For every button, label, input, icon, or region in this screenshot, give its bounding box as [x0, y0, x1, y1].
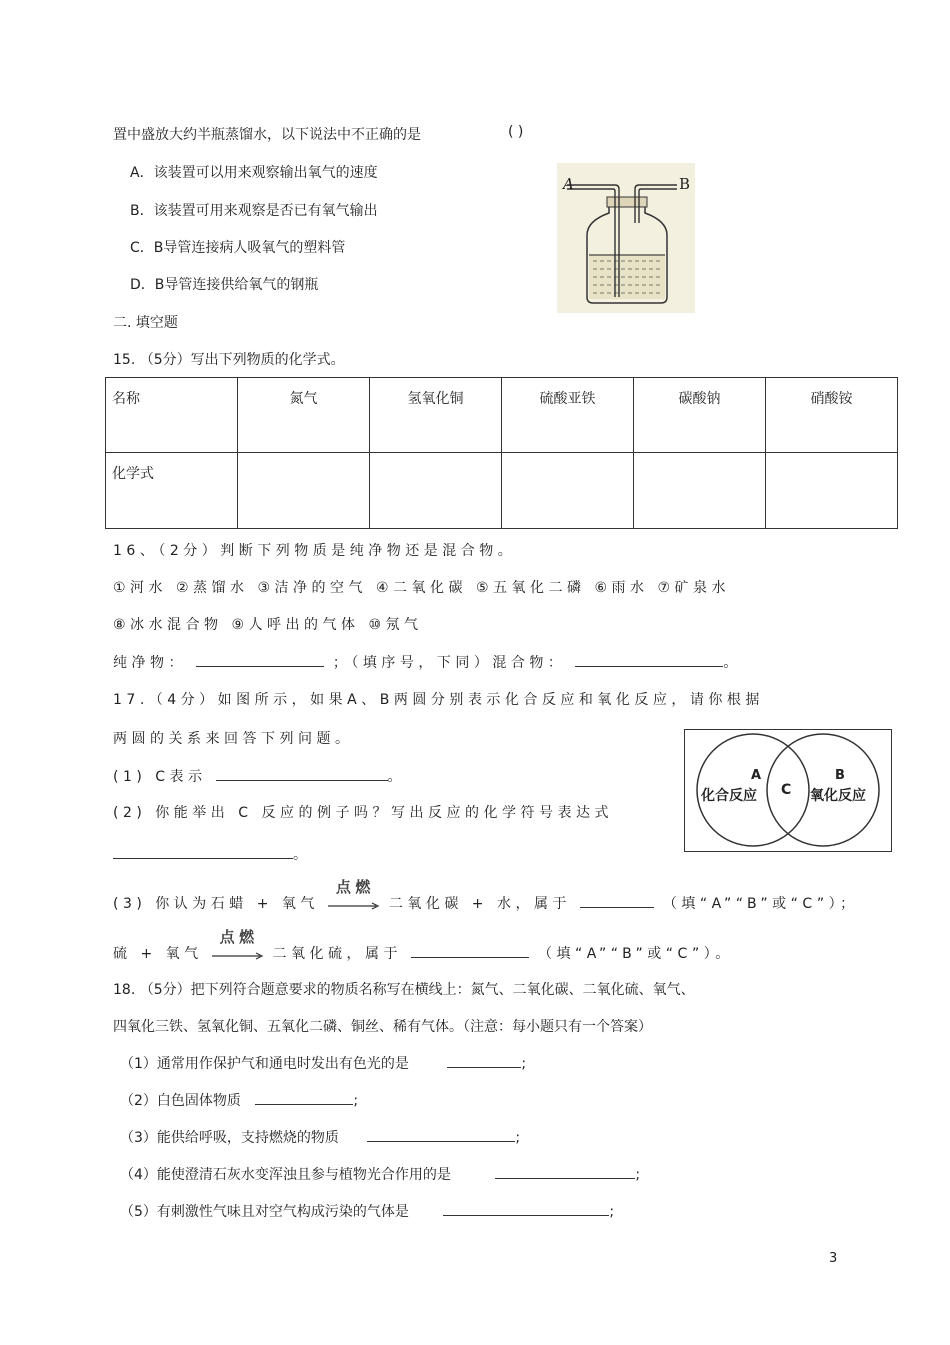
- q14-option-a: A．该装置可以用来观察输出氧气的速度: [130, 165, 378, 181]
- q17-sub3-part3: （填“A”“B”或“C”）；: [662, 896, 859, 912]
- q18-stem-line2: 四氧化三铁、氢氧化铜、五氧化二磷、铜丝、稀有气体。（注意：每小题只有一个答案）: [113, 1019, 652, 1035]
- arrow-condition: 点燃: [219, 928, 259, 946]
- q17-sub3-blank2[interactable]: [411, 943, 529, 958]
- q15-table: [105, 377, 898, 529]
- table-row: [106, 453, 898, 529]
- page-number: 3: [829, 1251, 838, 1266]
- q18-item-end: ;: [515, 1130, 521, 1146]
- table-cell: 硝酸铵: [766, 378, 898, 453]
- answer-cell[interactable]: [238, 453, 370, 529]
- q17-sub3-part2: 二氧化碳 + 水，属于: [388, 896, 571, 912]
- q16-pure-blank[interactable]: [196, 652, 324, 667]
- venn-c-label: C: [781, 782, 792, 798]
- table-cell: 氢氧化铜: [370, 378, 502, 453]
- q17-sub3-line1: [113, 878, 859, 913]
- q17-sub3-line2-part1: 硫 + 氧气: [113, 946, 203, 962]
- table-cell: 氮气: [238, 378, 370, 453]
- q18-item-text: （2）白色固体物质: [120, 1093, 241, 1109]
- q17-sub2-end: 。: [293, 847, 307, 863]
- section-title: 二. 填空题: [113, 315, 178, 331]
- venn-b-letter: B: [835, 768, 845, 783]
- q17-sub3-part1: (3) 你认为石蜡 + 氧气: [113, 896, 319, 912]
- q18-item-end: ;: [353, 1093, 359, 1109]
- q18-blank-1[interactable]: [447, 1053, 521, 1068]
- q17-sub1-blank[interactable]: [216, 766, 388, 781]
- q16-items-line2: ⑧冰水混合物 ⑨人呼出的气体 ⑩氖气: [113, 617, 423, 633]
- q18-item-end: ;: [521, 1056, 527, 1072]
- q16-pure-label: 纯净物：: [113, 655, 187, 671]
- q17-sub1-label: (1) C表示: [113, 769, 207, 785]
- q16-stem: 16、（2分）判断下列物质是纯净物还是混合物。: [113, 543, 517, 559]
- q17-sub2-blank[interactable]: [113, 844, 293, 859]
- q17-sub1: [113, 766, 406, 786]
- q18-blank-2[interactable]: [255, 1090, 353, 1105]
- table-cell: 名称: [106, 378, 238, 453]
- q18-blank-4[interactable]: [495, 1164, 635, 1179]
- answer-cell[interactable]: [370, 453, 502, 529]
- q14-stem: 置中盛放大约半瓶蒸馏水，以下说法中不正确的是: [113, 127, 421, 143]
- q16-mid-text: ；（填序号，下同）混合物：: [332, 655, 567, 671]
- q18-item-4: [120, 1164, 640, 1184]
- arrow-icon: [328, 902, 380, 910]
- venn-diagram: [684, 729, 892, 852]
- q18-blank-3[interactable]: [367, 1127, 515, 1142]
- q17-sub3-line2-part3: （填“A”“B”或“C”）。: [537, 946, 734, 962]
- q18-item-5: [120, 1201, 614, 1221]
- q18-item-1: [120, 1053, 526, 1073]
- q14-option-c: C．B导管连接病人吸氧气的塑料管: [130, 240, 346, 256]
- q18-item-3: [120, 1127, 520, 1147]
- arrow-icon: [212, 952, 264, 960]
- table-row: [106, 378, 898, 453]
- venn-a-label: 化合反应: [701, 788, 757, 804]
- answer-cell[interactable]: [766, 453, 898, 529]
- q17-sub2: (2) 你能举出 C 反应的例子吗？写出反应的化学符号表达式: [113, 805, 613, 821]
- venn-b-label: 氧化反应: [810, 788, 866, 804]
- answer-cell[interactable]: [502, 453, 634, 529]
- q16-mixture-blank[interactable]: [575, 652, 723, 667]
- figure-label-a: A: [563, 175, 574, 193]
- reaction-arrow: [212, 928, 264, 962]
- answer-cell[interactable]: [634, 453, 766, 529]
- gas-bottle-drawing: [557, 163, 695, 313]
- q16-end: 。: [723, 655, 742, 671]
- q17-stem-line1: 17.（4分）如图所示，如果A、B两圆分别表示化合反应和氧化反应，请你根据: [113, 692, 764, 708]
- reaction-arrow: [328, 878, 380, 912]
- q18-item-text: （4）能使澄清石灰水变浑浊且参与植物光合作用的是: [120, 1167, 451, 1183]
- venn-a-letter: A: [751, 768, 762, 783]
- q14-option-b: B．该装置可用来观察是否已有氧气输出: [130, 203, 378, 219]
- q18-stem-line1: 18. （5分）把下列符合题意要求的物质名称写在横线上：氮气、二氧化碳、二氧化硫、氧气、: [113, 982, 695, 998]
- q18-item-2: [120, 1090, 358, 1110]
- gas-bottle-figure: [557, 163, 695, 313]
- q18-item-text: （1）通常用作保护气和通电时发出有色光的是: [120, 1056, 409, 1072]
- q17-sub3-line2: [113, 928, 734, 963]
- q18-blank-5[interactable]: [443, 1201, 609, 1216]
- q17-sub1-end: 。: [387, 769, 407, 785]
- table-cell: 化学式: [106, 453, 238, 529]
- q18-item-text: （3）能供给呼吸，支持燃烧的物质: [120, 1130, 339, 1146]
- q18-item-end: ;: [609, 1204, 615, 1220]
- q14-option-d: D．B导管连接供给氧气的钢瓶: [130, 277, 319, 293]
- table-cell: 碳酸钠: [634, 378, 766, 453]
- q16-answer-line: [113, 652, 742, 672]
- q18-item-end: ;: [635, 1167, 641, 1183]
- q18-item-text: （5）有刺激性气味且对空气构成污染的气体是: [120, 1204, 409, 1220]
- q17-sub3-line2-part2: 二氧化硫，属于: [272, 946, 403, 962]
- arrow-condition: 点燃: [335, 878, 375, 896]
- figure-label-b: B: [679, 175, 691, 193]
- q15-stem: 15. （5分）写出下列物质的化学式。: [113, 352, 345, 368]
- q17-sub3-blank1[interactable]: [580, 893, 654, 908]
- q16-items-line1: ①河水 ②蒸馏水 ③洁净的空气 ④二氧化碳 ⑤五氧化二磷 ⑥雨水 ⑦矿泉水: [113, 580, 731, 596]
- q17-stem-line2: 两圆的关系来回答下列问题。: [113, 731, 354, 747]
- q17-sub2-answer: [113, 844, 307, 864]
- q14-answer-paren: ( ): [508, 124, 524, 140]
- table-cell: 硫酸亚铁: [502, 378, 634, 453]
